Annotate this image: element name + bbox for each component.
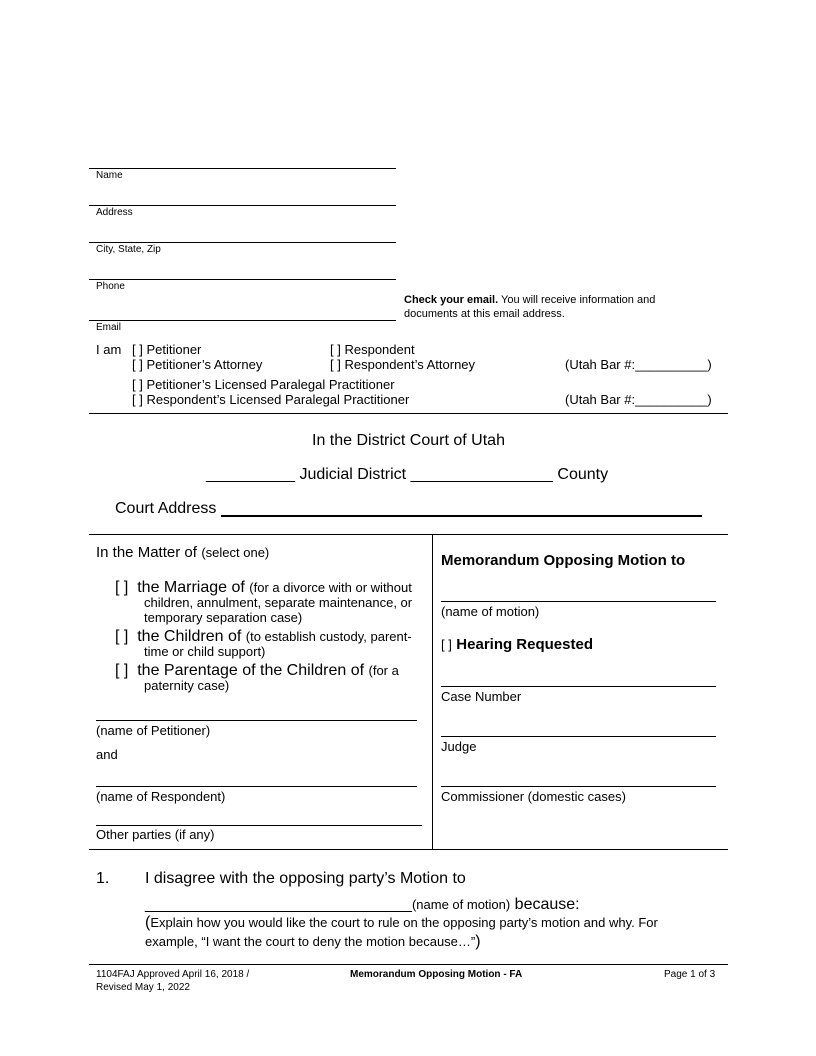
children-desc-1: (to establish custody, parent- (245, 629, 412, 644)
motion-name-blank[interactable]: ______________________________ (145, 896, 412, 913)
children-desc-2: time or child support) (144, 644, 266, 659)
role-respondent[interactable] (330, 342, 415, 357)
parentage-desc-1: (for a (368, 663, 399, 678)
court-address-line[interactable] (221, 515, 702, 517)
checkbox-respondent[interactable]: [ ] (330, 342, 341, 357)
email-notice-bold: Check your email. (404, 294, 499, 306)
city-state-zip-line[interactable] (89, 242, 396, 243)
city-state-zip-label: City, State, Zip (96, 244, 161, 255)
utah-bar-number-1[interactable]: (Utah Bar #:__________) (565, 357, 712, 372)
item-1-text: I disagree with the opposing party’s Motion to (145, 870, 466, 887)
explain-line-2 (145, 933, 481, 951)
judicial-district-row (206, 466, 608, 484)
role-petitioner-lpp-label: Petitioner’s Licensed Paralegal Practitioner (146, 377, 395, 392)
judge-label: Judge (441, 739, 477, 754)
district-blank[interactable]: __________ (206, 466, 295, 483)
checkbox-marriage[interactable]: [ ] (115, 579, 129, 596)
county-blank[interactable]: ________________ (410, 466, 553, 483)
caption-divider (432, 534, 433, 849)
role-respondents-attorney[interactable] (330, 357, 475, 372)
address-line[interactable] (89, 205, 396, 206)
email-notice-line2: documents at this email address. (404, 308, 565, 320)
body-motion-name-label: (name of motion) (411, 897, 511, 912)
motion-because-row (145, 896, 580, 914)
explain-paren-open: ( (145, 914, 151, 931)
petitioner-name-label: (name of Petitioner) (96, 723, 211, 738)
explain-text-2: example, “I want the court to deny the motion because…” (145, 934, 476, 949)
motion-name-line[interactable] (441, 601, 716, 602)
hearing-requested[interactable] (441, 636, 593, 654)
checkbox-petitioner[interactable]: [ ] (132, 342, 143, 357)
email-line[interactable] (89, 320, 396, 321)
parentage-title: the Parentage of the Children of (137, 662, 365, 679)
marriage-title: the Marriage of (137, 579, 245, 596)
commissioner-label: Commissioner (domestic cases) (441, 789, 626, 804)
checkbox-respondent-lpp[interactable]: [ ] (132, 392, 143, 407)
email-notice (404, 293, 724, 321)
checkbox-petitioner-lpp[interactable]: [ ] (132, 377, 143, 392)
role-petitioner-label: Petitioner (146, 342, 202, 357)
phone-line[interactable] (89, 279, 396, 280)
item-1-number: 1. (96, 870, 110, 887)
name-label: Name (96, 170, 123, 181)
document-title: Memorandum Opposing Motion to (441, 552, 686, 569)
utah-bar-number-2[interactable]: (Utah Bar #:__________) (565, 392, 712, 407)
other-parties-label: Other parties (if any) (96, 827, 215, 842)
name-line[interactable] (89, 168, 396, 169)
in-the-matter-of-label: In the Matter of (96, 544, 197, 561)
email-label: Email (96, 322, 122, 333)
commissioner-line[interactable] (441, 786, 716, 787)
in-the-matter-of (96, 544, 269, 562)
checkbox-respondents-attorney[interactable]: [ ] (330, 357, 341, 372)
footer-revised: Revised May 1, 2022 (96, 982, 190, 993)
hearing-requested-label: Hearing Requested (456, 636, 593, 653)
court-title: In the District Court of Utah (312, 432, 505, 449)
marriage-desc-3: temporary separation case) (144, 610, 303, 625)
marriage-desc-1: (for a divorce with or without (249, 580, 412, 595)
option-parentage[interactable] (115, 663, 425, 693)
footer-divider (89, 964, 728, 965)
checkbox-parentage[interactable]: [ ] (115, 662, 129, 679)
footer-page: Page 1 of 3 (664, 969, 716, 980)
motion-name-label: (name of motion) (441, 604, 540, 619)
role-divider (89, 413, 728, 414)
respondent-name-line[interactable] (96, 786, 417, 787)
children-title: the Children of (137, 628, 242, 645)
court-address-label: Court Address (115, 500, 217, 517)
caption-top-border (89, 534, 728, 535)
other-parties-line[interactable] (96, 825, 422, 826)
i-am-label: I am (96, 342, 122, 357)
because-label: because: (514, 896, 580, 913)
option-marriage[interactable] (115, 580, 425, 625)
role-petitioners-attorney[interactable] (132, 357, 262, 372)
role-petitioner-lpp[interactable] (132, 377, 395, 392)
role-respondent-lpp[interactable] (132, 392, 409, 407)
and-label: and (96, 747, 118, 762)
checkbox-children[interactable]: [ ] (115, 628, 129, 645)
role-petitioners-attorney-label: Petitioner’s Attorney (146, 357, 263, 372)
email-notice-line1: You will receive information and (501, 294, 656, 306)
marriage-desc-2: children, annulment, separate maintenance, or (144, 595, 413, 610)
respondent-name-label: (name of Respondent) (96, 789, 226, 804)
role-respondents-attorney-label: Respondent’s Attorney (344, 357, 476, 372)
option-children[interactable] (115, 629, 425, 659)
explain-paren-close: ) (475, 933, 481, 950)
case-number-label: Case Number (441, 689, 522, 704)
footer-title: Memorandum Opposing Motion - FA (350, 969, 523, 980)
checkbox-petitioners-attorney[interactable]: [ ] (132, 357, 143, 372)
county-label: County (557, 466, 609, 483)
role-respondent-lpp-label: Respondent’s Licensed Paralegal Practitioner (146, 392, 410, 407)
select-one-note: (select one) (201, 545, 270, 560)
phone-label: Phone (96, 281, 125, 292)
checkbox-hearing-requested[interactable]: [ ] (441, 637, 452, 652)
judicial-district-label: Judicial District (299, 466, 407, 483)
case-number-line[interactable] (441, 686, 716, 687)
parentage-desc-2: paternity case) (144, 678, 230, 693)
judge-line[interactable] (441, 736, 716, 737)
petitioner-name-line[interactable] (96, 720, 417, 721)
role-petitioner[interactable] (132, 342, 201, 357)
explain-text-1: Explain how you would like the court to rule on the opposing party’s motion and why. For (150, 915, 658, 930)
caption-bottom-border (89, 849, 728, 850)
role-respondent-label: Respondent (344, 342, 415, 357)
footer-form-id: 1104FAJ Approved April 16, 2018 / (96, 969, 250, 980)
address-label: Address (96, 207, 133, 218)
explain-line-1 (145, 914, 658, 932)
